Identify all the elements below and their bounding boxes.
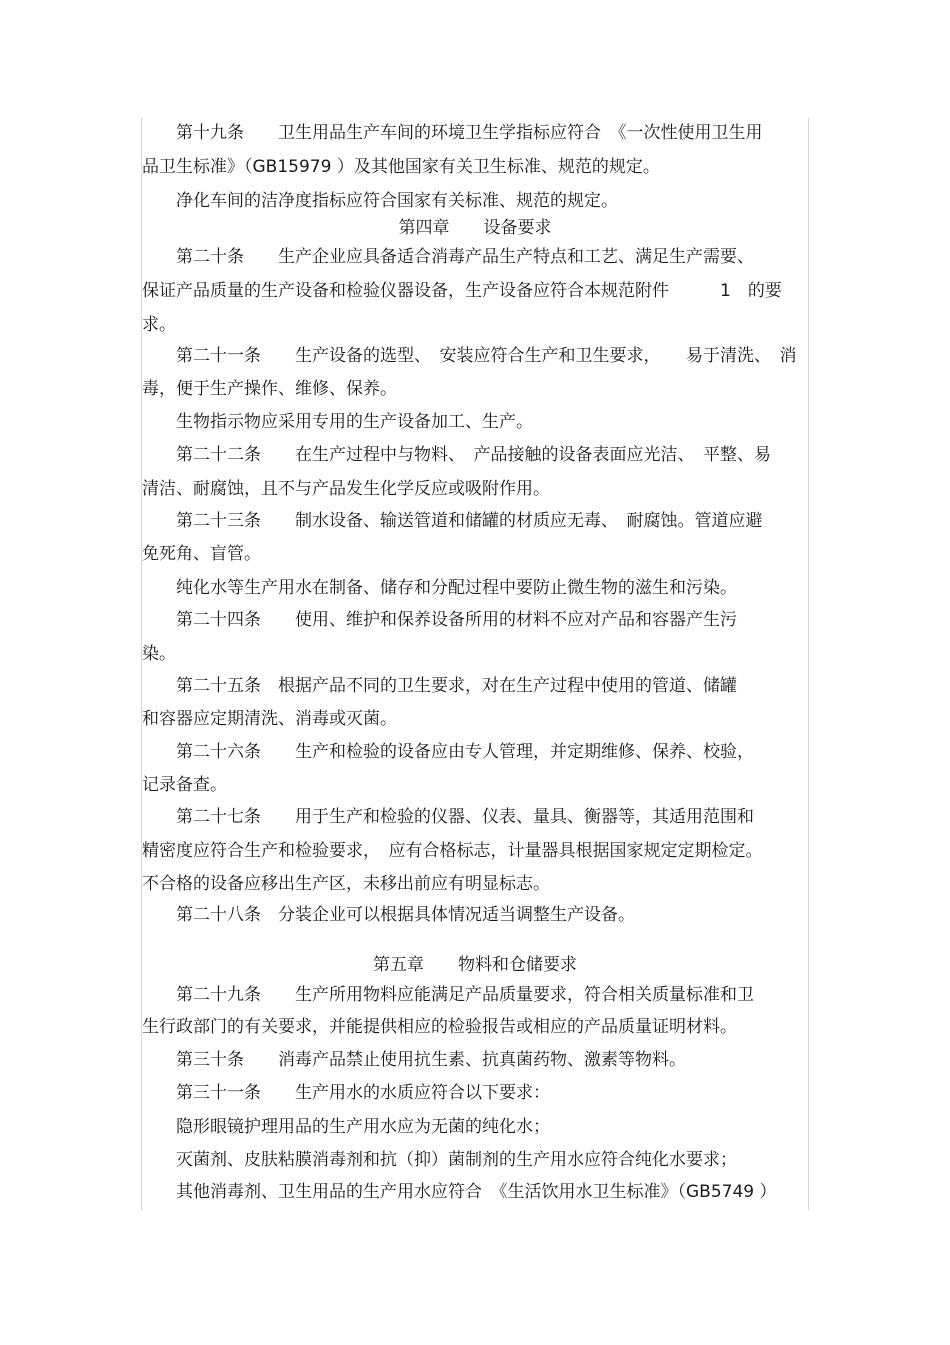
paragraph-line: 求。 bbox=[142, 315, 176, 335]
chapter-heading: 第四章 设备要求 bbox=[398, 218, 552, 238]
chapter-heading: 第五章 物料和仓储要求 bbox=[373, 955, 577, 975]
paragraph-line: 隐形眼镜护理用品的生产用水应为无菌的纯化水； bbox=[142, 1117, 550, 1137]
paragraph-line: 第二十三条 制水设备、输送管道和储罐的材质应无毒、 耐腐蚀。管道应避 bbox=[142, 511, 763, 531]
paragraph-line: 灭菌剂、皮肤粘膜消毒剂和抗（抑）菌制剂的生产用水应符合纯化水要求； bbox=[142, 1150, 737, 1170]
paragraph-line: 第二十八条 分装企业可以根据具体情况适当调整生产设备。 bbox=[142, 905, 635, 925]
paragraph-line: 第二十九条 生产所用物料应能满足产品质量要求，符合相关质量标准和卫 bbox=[142, 985, 754, 1005]
paragraph-line: 免死角、盲管。 bbox=[142, 544, 261, 564]
paragraph-line: 清洁、耐腐蚀，且不与产品发生化学反应或吸附作用。 bbox=[142, 479, 550, 499]
paragraph-line: 染。 bbox=[142, 644, 176, 664]
paragraph-line: 和容器应定期清洗、消毒或灭菌。 bbox=[142, 709, 397, 729]
paragraph-line: 生物指示物应采用专用的生产设备加工、生产。 bbox=[142, 412, 533, 432]
paragraph-line: 第三十一条 生产用水的水质应符合以下要求： bbox=[142, 1083, 550, 1103]
paragraph-line: 精密度应符合生产和检验要求， 应有合格标志，计量器具根据国家规定定期检定。 bbox=[142, 841, 763, 861]
paragraph-line: 第二十七条 用于生产和检验的仪器、仪表、量具、衡器等，其适用范围和 bbox=[142, 807, 754, 827]
paragraph-line: 其他消毒剂、卫生用品的生产用水应符合 《生活饮用水卫生标准》（GB5749 ） bbox=[142, 1182, 777, 1202]
paragraph-line: 第二十五条 根据产品不同的卫生要求，对在生产过程中使用的管道、储罐 bbox=[142, 676, 737, 696]
paragraph-line: 不合格的设备应移出生产区，未移出前应有明显标志。 bbox=[142, 874, 550, 894]
paragraph-line: 第十九条 卫生用品生产车间的环境卫生学指标应符合 《一次性使用卫生用 bbox=[142, 123, 763, 143]
paragraph-line: 第二十六条 生产和检验的设备应由专人管理，并定期维修、保养、校验， bbox=[142, 742, 754, 762]
paragraph-line: 第二十二条 在生产过程中与物料、 产品接触的设备表面应光洁、 平整、易 bbox=[142, 445, 771, 465]
paragraph-line: 第二十四条 使用、维护和保养设备所用的材料不应对产品和容器产生污 bbox=[142, 610, 737, 630]
document-page bbox=[141, 118, 809, 1210]
paragraph-line: 毒，便于生产操作、维修、保养。 bbox=[142, 379, 397, 399]
paragraph-line: 生行政部门的有关要求，并能提供相应的检验报告或相应的产品质量证明材料。 bbox=[142, 1017, 737, 1037]
paragraph-line: 品卫生标准》（GB15979 ）及其他国家有关卫生标准、规范的规定。 bbox=[142, 157, 660, 177]
paragraph-line: 第二十一条 生产设备的选型、 安装应符合生产和卫生要求， 易于清洗、 消 bbox=[142, 346, 797, 366]
paragraph-line: 记录备查。 bbox=[142, 775, 227, 795]
paragraph-line: 纯化水等生产用水在制备、储存和分配过程中要防止微生物的滋生和污染。 bbox=[142, 578, 737, 598]
paragraph-line: 净化车间的洁净度指标应符合国家有关标准、规范的规定。 bbox=[142, 191, 618, 211]
paragraph-line: 保证产品质量的生产设备和检验仪器设备，生产设备应符合本规范附件 1 的要 bbox=[142, 281, 782, 301]
paragraph-line: 第三十条 消毒产品禁止使用抗生素、抗真菌药物、激素等物料。 bbox=[142, 1050, 686, 1070]
paragraph-line: 第二十条 生产企业应具备适合消毒产品生产特点和工艺、满足生产需要、 bbox=[142, 247, 754, 267]
